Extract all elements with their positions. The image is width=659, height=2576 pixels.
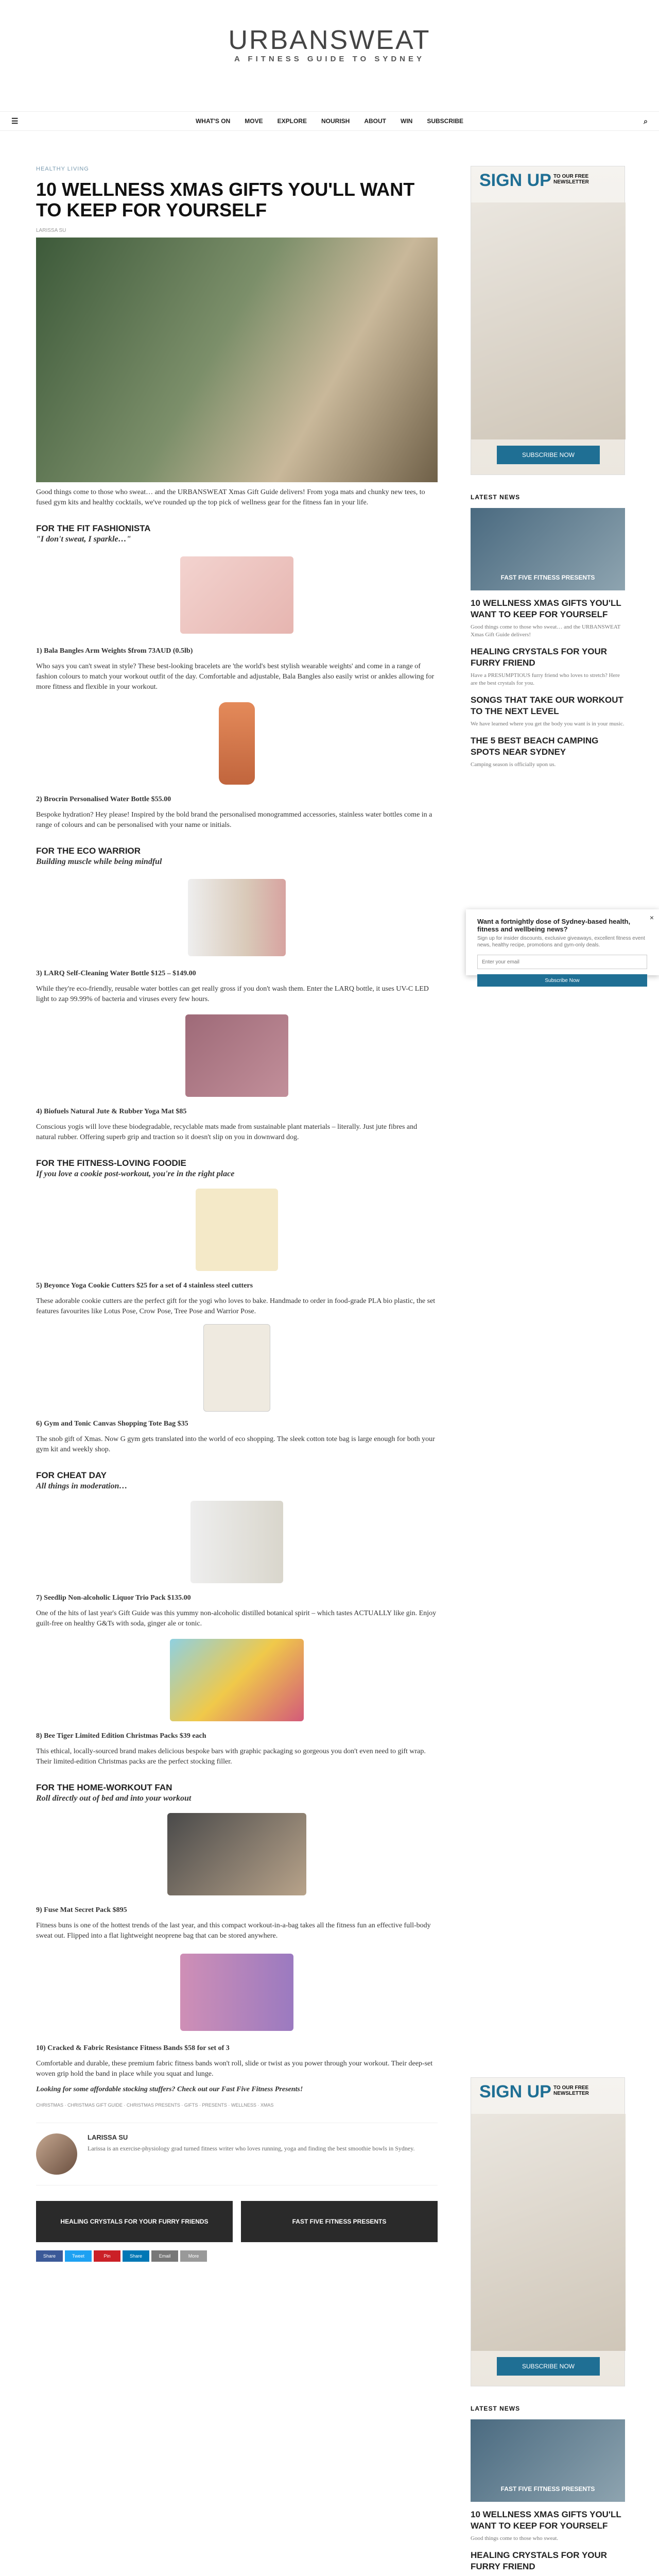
section-subheading: Building muscle while being mindful: [36, 857, 162, 866]
tag-link[interactable]: CHRISTMAS PRESENTS: [126, 2103, 180, 2108]
sidebar-post-title[interactable]: HEALING CRYSTALS FOR YOUR FURRY FRIEND: [471, 2550, 608, 2571]
product-image: [36, 1810, 438, 1898]
product-title[interactable]: 7) Seedlip Non-alcoholic Liquor Trio Pack $135.00: [36, 1594, 191, 1602]
intro-text: Good things come to those who sweat… and the URBANSWEAT Xmas Gift Guide delivers! From yoga mats and chunky new tees, to fused gym kits and healthy cocktails, we've rounded up the top pick of wellness gear for the fitness fan in your life.: [36, 488, 425, 506]
featured-card[interactable]: [471, 2419, 625, 2502]
site-logo[interactable]: URBANSWEAT: [228, 25, 431, 55]
popup-title: Want a fortnightly dose of Sydney-based health, fitness and wellbeing news?: [477, 918, 631, 933]
product-image: [36, 1324, 438, 1412]
section-heading: FOR THE FITNESS-LOVING FOODIE: [36, 1158, 186, 1168]
section-heading: FOR CHEAT DAY: [36, 1470, 107, 1480]
nav-subscribe[interactable]: SUBSCRIBE: [427, 117, 464, 125]
section-heading: FOR THE ECO WARRIOR: [36, 846, 141, 856]
subscribe-button[interactable]: Subscribe Now: [477, 974, 647, 987]
newsletter-popup: [466, 909, 659, 984]
ad-image: [471, 2114, 626, 2351]
tag-list: CHRISTMAS · CHRISTMAS GIFT GUIDE · CHRISTMAS PRESENTS · GIFTS · PRESENTS · WELLNESS · XMAS: [36, 2103, 274, 2108]
main-nav: [0, 111, 659, 131]
product-desc: While they're eco-friendly, reusable water bottles can get really gross if you don't wash them. Enter the LARQ bottle, it uses UV-C LED light to zap 99.99% of bacteria and viruses every few hours.: [36, 985, 429, 1003]
email-field[interactable]: [477, 955, 647, 969]
popup-desc: Sign up for insider discounts, exclusive giveaways, excellent fitness event news, healthy recipe, promotions and gym-only deals.: [477, 936, 645, 948]
tag-link[interactable]: CHRISTMAS: [36, 2103, 64, 2108]
product-image: [36, 1948, 438, 2036]
product-title[interactable]: 4) Biofuels Natural Jute & Rubber Yoga Mat $85: [36, 1108, 187, 1115]
search-icon[interactable]: ⌕: [644, 116, 648, 125]
sidebar-lower: [471, 2077, 625, 2576]
page-title: 10 WELLNESS XMAS GIFTS YOU'LL WANT TO KEEP FOR YOURSELF: [36, 179, 415, 221]
author-name[interactable]: LARISSA SU: [88, 2133, 128, 2141]
more-share-button[interactable]: More: [180, 2250, 207, 2262]
section-heading: FOR THE HOME-WORKOUT FAN: [36, 1783, 172, 1792]
close-icon[interactable]: ×: [649, 913, 654, 922]
product-desc: Who says you can't sweat in style? These best-looking bracelets are 'the world's best stylish wearable weights' and come in a range of fashion colours to match your workout outfit of the day. Comfortable and adjustable, Bala Bangles also easily wrist or ankles allowing for more fitness and flexible in your workout.: [36, 663, 435, 691]
tag-link[interactable]: GIFTS: [184, 2103, 198, 2108]
product-desc: One of the hits of last year's Gift Guide was this yummy non-alcoholic distilled botanical spirit – which tastes ACTUALLY like gin. Enjoy guilt-free on healthy G&Ts with soda, ginger ale or tonic.: [36, 1609, 437, 1628]
pinterest-share-button[interactable]: Pin: [94, 2250, 120, 2262]
site-header: [0, 0, 659, 95]
avatar: [36, 2133, 77, 2175]
section-subheading: If you love a cookie post-workout, you're in the right place: [36, 1170, 235, 1178]
product-title[interactable]: 6) Gym and Tonic Canvas Shopping Tote Bag $35: [36, 1420, 188, 1428]
nav-move[interactable]: MOVE: [245, 117, 263, 125]
section-subheading: Roll directly out of bed and into your workout: [36, 1794, 192, 1803]
ad-subscribe-button[interactable]: SUBSCRIBE NOW: [497, 446, 600, 464]
product-title[interactable]: 9) Fuse Mat Secret Pack $895: [36, 1906, 127, 1914]
next-post-link[interactable]: FAST FIVE FITNESS PRESENTS: [241, 2201, 438, 2242]
sidebar-post-desc: Camping season is officially upon us.: [471, 761, 556, 768]
product-desc: These adorable cookie cutters are the perfect gift for the yogi who loves to bake. Handmade to order in food-grade PLA bio plastic, the set features favourites like Lotus Pose, Crow Pose, Tree Pose and Warrior Pose.: [36, 1297, 436, 1315]
nav-explore[interactable]: EXPLORE: [277, 117, 307, 125]
sidebar-post-desc: Have a PRESUMPTIOUS furry friend who loves to stretch? Here are the best crystals for you.: [471, 672, 620, 686]
linkedin-share-button[interactable]: Share: [123, 2250, 149, 2262]
share-bar: [36, 2250, 438, 2262]
latest-news-heading: LATEST NEWS: [471, 2405, 521, 2412]
product-desc: Comfortable and durable, these premium fabric fitness bands won't roll, slide or twist as you power through your workout. Their deep-set woven grip hold the band in place while you squat and lunge.: [36, 2060, 433, 2078]
sidebar: [471, 166, 625, 2576]
nav-whats-on[interactable]: WHAT'S ON: [195, 117, 231, 125]
product-desc: Bespoke hydration? Hey please! Inspired by the bold brand the personalised monogrammed accessories, stainless water bottles come in a range of colours and can be personalised with your name or initials.: [36, 811, 432, 829]
product-title[interactable]: 10) Cracked & Fabric Resistance Fitness Bands $58 for set of 3: [36, 2044, 230, 2052]
hero-image: [36, 238, 438, 482]
product-image: [36, 1636, 438, 1724]
ad-image: [471, 202, 626, 439]
product-image: [36, 874, 438, 961]
section-subheading: "I don't sweat, I sparkle…": [36, 535, 131, 544]
closing-link[interactable]: Looking for some affordable stocking stuffers? Check out our Fast Five Fitness Presents!: [36, 2086, 303, 2093]
product-image: [36, 1186, 438, 1274]
product-image: [36, 1498, 438, 1586]
nav-about[interactable]: ABOUT: [364, 117, 386, 125]
twitter-share-button[interactable]: Tweet: [65, 2250, 92, 2262]
ad-subtitle: TO OUR FREE NEWSLETTER: [553, 174, 589, 185]
product-image: [36, 1012, 438, 1099]
sidebar-post-title[interactable]: THE 5 BEST BEACH CAMPING SPOTS NEAR SYDNEY: [471, 736, 599, 757]
product-title[interactable]: 2) Brocrin Personalised Water Bottle $55.00: [36, 795, 171, 803]
email-share-button[interactable]: Email: [151, 2250, 178, 2262]
sidebar-post-desc: Good things come to those who sweat… and the URBANSWEAT Xmas Gift Guide delivers!: [471, 624, 620, 638]
product-title[interactable]: 3) LARQ Self-Cleaning Water Bottle $125 – $149.00: [36, 970, 196, 977]
breadcrumb[interactable]: HEALTHY LIVING: [36, 166, 89, 172]
product-desc: This ethical, locally-sourced brand makes delicious bespoke bars with graphic packaging so gorgeous you don't even need to gift wrap. Their limited-edition Christmas packs are the perfect stocking filler.: [36, 1748, 426, 1766]
ad-subtitle: TO OUR FREE NEWSLETTER: [553, 2085, 589, 2096]
author-byline[interactable]: LARISSA SU: [36, 228, 66, 233]
sidebar-post-title[interactable]: SONGS THAT TAKE OUR WORKOUT TO THE NEXT LEVEL: [471, 695, 623, 716]
tag-link[interactable]: CHRISTMAS GIFT GUIDE: [67, 2103, 123, 2108]
card-title: FAST FIVE FITNESS PRESENTS: [500, 574, 595, 581]
tag-link[interactable]: XMAS: [260, 2103, 274, 2108]
newsletter-ad[interactable]: [471, 166, 625, 475]
prev-post-link[interactable]: HEALING CRYSTALS FOR YOUR FURRY FRIENDS: [36, 2201, 233, 2242]
product-title[interactable]: 8) Bee Tiger Limited Edition Christmas Packs $39 each: [36, 1732, 206, 1740]
ad-title: SIGN UP: [479, 171, 551, 190]
product-image: [36, 551, 438, 639]
facebook-share-button[interactable]: Share: [36, 2250, 63, 2262]
tag-link[interactable]: PRESENTS: [202, 2103, 227, 2108]
tag-link[interactable]: WELLNESS: [231, 2103, 256, 2108]
site-tagline: A FITNESS GUIDE TO SYDNEY: [234, 55, 425, 63]
author-bio: Larissa is an exercise-physiology grad turned fitness writer who loves running, yoga and finding the best smoothie bowls in Sydney.: [88, 2145, 415, 2152]
product-title[interactable]: 1) Bala Bangles Arm Weights $from 73AUD (0.5lb): [36, 647, 193, 655]
ad-title: SIGN UP: [479, 2082, 551, 2102]
card-title: FAST FIVE FITNESS PRESENTS: [500, 2485, 595, 2493]
author-box: [36, 2123, 438, 2185]
product-desc: The snob gift of Xmas. Now G gym gets translated into the world of eco shopping. The sleek cotton tote bag is large enough for both your gym kit and weekly shop.: [36, 1435, 435, 1453]
newsletter-ad[interactable]: [471, 2077, 625, 2386]
sidebar-post-title[interactable]: 10 WELLNESS XMAS GIFTS YOU'LL WANT TO KEEP FOR YOURSELF: [471, 2510, 621, 2531]
article: [36, 166, 438, 2262]
article-body: [36, 487, 438, 2110]
section-heading: FOR THE FIT FASHIONISTA: [36, 523, 151, 533]
sidebar-post-desc: We have learned where you get the body you want is in your music.: [471, 721, 625, 727]
nav-win[interactable]: WIN: [401, 117, 413, 125]
product-title[interactable]: 5) Beyonce Yoga Cookie Cutters $25 for a set of 4 stainless steel cutters: [36, 1282, 253, 1290]
post-navigation: [36, 2201, 438, 2242]
latest-news-heading: LATEST NEWS: [471, 494, 521, 501]
sidebar-post-title[interactable]: HEALING CRYSTALS FOR YOUR FURRY FRIEND: [471, 647, 608, 668]
product-image: [36, 700, 438, 787]
ad-subscribe-button[interactable]: SUBSCRIBE NOW: [497, 2357, 600, 2376]
featured-card[interactable]: [471, 508, 625, 590]
sidebar-post-desc: Good things come to those who sweat.: [471, 2535, 559, 2541]
product-desc: Conscious yogis will love these biodegradable, recyclable mats made from sustainable plant materials – literally. Just jute fibres and natural rubber. Offering superb grip and traction so it doesn't slip on you in downward dog.: [36, 1123, 418, 1141]
sidebar-post-title[interactable]: 10 WELLNESS XMAS GIFTS YOU'LL WANT TO KEEP FOR YOURSELF: [471, 598, 621, 619]
menu-icon[interactable]: ☰: [11, 117, 19, 126]
product-desc: Fitness buns is one of the hottest trends of the last year, and this compact workout-in-a-bag takes all the fitness fun an effective full-body sweat out. Flipped into a flat lightweight neoprene bag that can be stored anywhere.: [36, 1922, 431, 1940]
nav-nourish[interactable]: NOURISH: [321, 117, 350, 125]
section-subheading: All things in moderation…: [36, 1482, 128, 1490]
